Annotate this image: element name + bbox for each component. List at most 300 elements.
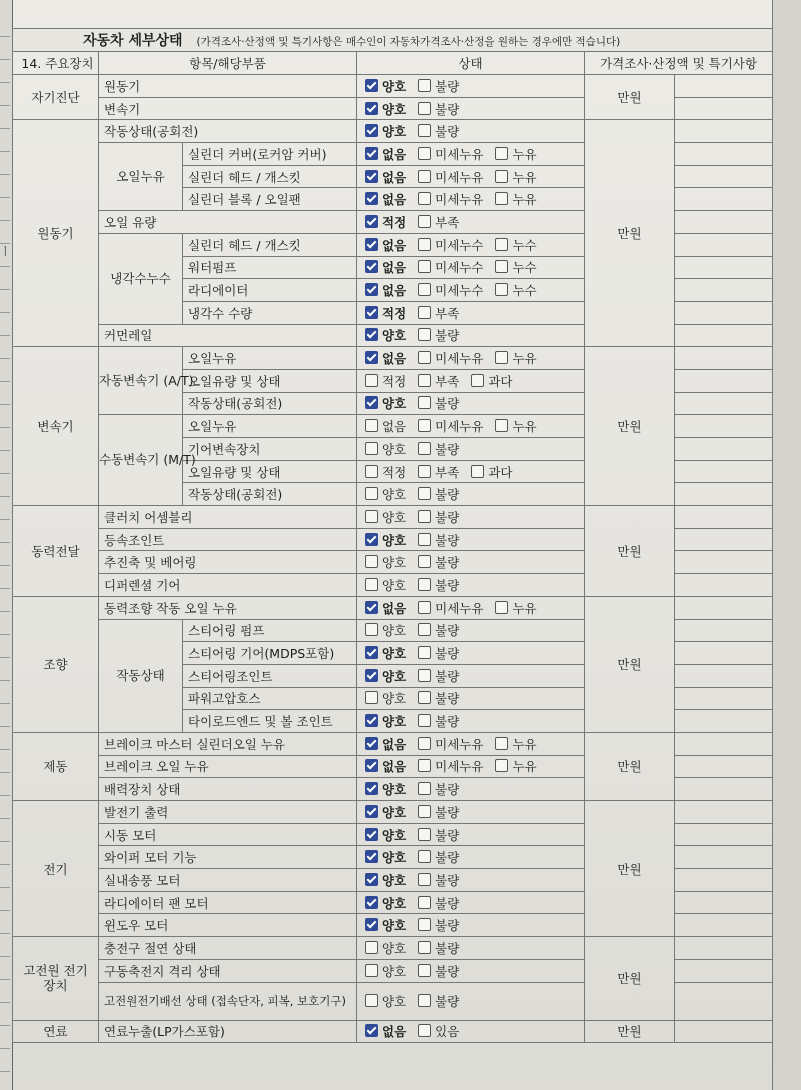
checkbox-icon[interactable] [418, 533, 431, 546]
remark-cell[interactable] [675, 324, 773, 347]
checked-checkbox-icon[interactable] [365, 283, 378, 296]
checkbox-icon[interactable] [365, 419, 378, 432]
status-option[interactable] [418, 992, 459, 1010]
remark-cell[interactable] [675, 369, 773, 392]
status-option[interactable] [418, 145, 483, 163]
option-label: 누유 [512, 351, 537, 367]
status-option[interactable] [365, 236, 406, 254]
status-option[interactable] [365, 826, 406, 844]
category-cell [13, 596, 99, 732]
remark-cell[interactable] [675, 97, 773, 120]
status-cell [357, 120, 585, 143]
checkbox-icon[interactable] [418, 555, 431, 568]
status-option[interactable] [418, 236, 483, 254]
status-option[interactable] [418, 417, 483, 435]
status-option[interactable] [365, 735, 406, 753]
remark-cell[interactable] [675, 823, 773, 846]
checked-checkbox-icon[interactable] [365, 102, 378, 115]
checkbox-icon[interactable] [365, 510, 378, 523]
category-label: 변속기 [37, 419, 74, 435]
status-option[interactable] [418, 349, 483, 367]
checkbox-icon[interactable] [418, 351, 431, 364]
status-option[interactable] [365, 848, 406, 866]
checked-checkbox-icon[interactable] [365, 351, 378, 364]
item-label: 배력장치 상태 [104, 782, 181, 798]
remark-cell[interactable] [675, 1020, 773, 1043]
status-option[interactable] [418, 553, 459, 571]
status-option[interactable] [418, 168, 483, 186]
remark-cell[interactable] [675, 846, 773, 869]
option-label: 미세누유 [435, 351, 484, 367]
checked-checkbox-icon[interactable] [365, 896, 378, 909]
status-option[interactable] [418, 394, 459, 412]
remark-cell[interactable] [675, 279, 773, 302]
status-option[interactable] [418, 485, 459, 503]
checkbox-icon[interactable] [418, 419, 431, 432]
checkbox-icon[interactable] [418, 873, 431, 886]
remark-cell[interactable] [675, 301, 773, 324]
remark-cell[interactable] [675, 914, 773, 937]
item-label: 파워고압호스 [188, 691, 261, 707]
checkbox-icon[interactable] [418, 805, 431, 818]
price-cell[interactable] [585, 506, 675, 597]
status-option[interactable] [365, 780, 406, 798]
status-option[interactable] [418, 190, 483, 208]
checkbox-icon[interactable] [418, 306, 431, 319]
status-cell [357, 528, 585, 551]
status-option[interactable] [418, 894, 459, 912]
checked-checkbox-icon[interactable] [365, 805, 378, 818]
option-label: 누유 [512, 759, 537, 775]
item-label: 오일누유 [188, 419, 237, 435]
checked-checkbox-icon[interactable] [365, 215, 378, 228]
status-option[interactable] [495, 168, 536, 186]
status-option[interactable] [365, 621, 406, 639]
remark-cell[interactable] [675, 165, 773, 188]
checkbox-icon[interactable] [418, 465, 431, 478]
status-option[interactable] [365, 485, 406, 503]
category-cell [13, 937, 99, 1020]
option-label: 누유 [512, 192, 537, 208]
checked-checkbox-icon[interactable] [365, 79, 378, 92]
checkbox-icon[interactable] [418, 170, 431, 183]
checkbox-icon[interactable] [471, 374, 484, 387]
checkbox-icon[interactable] [418, 442, 431, 455]
checkbox-icon[interactable] [418, 238, 431, 251]
checkbox-icon[interactable] [418, 669, 431, 682]
item-cell [99, 846, 357, 869]
checkbox-icon[interactable] [418, 941, 431, 954]
checkbox-icon[interactable] [418, 260, 431, 273]
checked-checkbox-icon[interactable] [365, 1024, 378, 1037]
status-cell [357, 279, 585, 302]
checkbox-icon[interactable] [418, 964, 431, 977]
item-cell [183, 710, 357, 733]
status-option[interactable] [418, 122, 459, 140]
checkbox-icon[interactable] [418, 646, 431, 659]
checkbox-icon[interactable] [418, 782, 431, 795]
item-label: 구동축전지 격리 상태 [104, 963, 221, 979]
status-option[interactable] [418, 735, 483, 753]
status-option[interactable] [495, 599, 536, 617]
status-option[interactable] [418, 689, 459, 707]
status-option[interactable] [495, 349, 536, 367]
checkbox-icon[interactable] [418, 374, 431, 387]
checkbox-icon[interactable] [418, 601, 431, 614]
checked-checkbox-icon[interactable] [365, 646, 378, 659]
status-option[interactable] [365, 372, 406, 390]
item-cell [99, 937, 357, 960]
checkbox-icon[interactable] [365, 578, 378, 591]
remark-cell[interactable] [675, 755, 773, 778]
remark-cell[interactable] [675, 664, 773, 687]
status-option[interactable] [365, 122, 406, 140]
price-cell[interactable] [585, 732, 675, 800]
status-option[interactable] [365, 644, 406, 662]
status-option[interactable] [418, 326, 459, 344]
checkbox-icon[interactable] [471, 465, 484, 478]
checked-checkbox-icon[interactable] [365, 601, 378, 614]
remark-cell[interactable] [675, 596, 773, 619]
status-cell [357, 982, 585, 1020]
status-option[interactable] [418, 1022, 459, 1040]
remark-cell[interactable] [675, 891, 773, 914]
checkbox-icon[interactable] [365, 465, 378, 478]
status-option[interactable] [365, 599, 406, 617]
status-option[interactable] [418, 100, 459, 118]
remark-cell[interactable] [675, 506, 773, 529]
status-option[interactable] [418, 77, 459, 95]
status-option[interactable] [365, 689, 406, 707]
status-option[interactable] [495, 236, 536, 254]
status-option[interactable] [365, 417, 406, 435]
subgroup-label: 수동변속기 (M/T) [99, 452, 196, 468]
status-option[interactable] [365, 712, 406, 730]
checkbox-icon[interactable] [495, 601, 508, 614]
checkbox-icon[interactable] [365, 487, 378, 500]
checked-checkbox-icon[interactable] [365, 669, 378, 682]
remark-cell[interactable] [675, 211, 773, 234]
status-cell [357, 143, 585, 166]
checkbox-icon[interactable] [418, 510, 431, 523]
status-option[interactable] [495, 281, 536, 299]
remark-cell[interactable] [675, 551, 773, 574]
price-unit: 만원 [617, 419, 642, 435]
remark-cell[interactable] [675, 687, 773, 710]
status-option[interactable] [365, 100, 406, 118]
status-cell [357, 165, 585, 188]
item-label: 오일 유량 [104, 214, 157, 230]
remark-cell[interactable] [675, 982, 773, 1020]
checkbox-icon[interactable] [365, 442, 378, 455]
checkbox-icon[interactable] [418, 328, 431, 341]
status-option[interactable] [471, 463, 512, 481]
checkbox-icon[interactable] [418, 124, 431, 137]
checkbox-icon[interactable] [418, 1024, 431, 1037]
checkbox-icon[interactable] [418, 215, 431, 228]
status-option[interactable] [418, 826, 459, 844]
remark-cell[interactable] [675, 959, 773, 982]
remark-cell[interactable] [675, 347, 773, 370]
status-option[interactable] [471, 372, 512, 390]
status-option[interactable] [365, 394, 406, 412]
checked-checkbox-icon[interactable] [365, 737, 378, 750]
status-option[interactable] [418, 621, 459, 639]
checked-checkbox-icon[interactable] [365, 328, 378, 341]
status-option[interactable] [418, 939, 459, 957]
checkbox-icon[interactable] [495, 351, 508, 364]
category-label: 고전원 전기장치 [23, 963, 88, 994]
status-option[interactable] [365, 531, 406, 549]
category-label: 연료 [43, 1024, 68, 1040]
status-cell [357, 619, 585, 642]
status-option[interactable] [365, 667, 406, 685]
status-option[interactable] [365, 508, 406, 526]
checkbox-icon[interactable] [418, 896, 431, 909]
price-cell[interactable] [585, 801, 675, 937]
status-option[interactable] [365, 213, 406, 231]
vehicle-detail-status-table [12, 28, 773, 1043]
checked-checkbox-icon[interactable] [365, 238, 378, 251]
margin-rule [0, 979, 10, 980]
status-option[interactable] [365, 168, 406, 186]
item-label: 오일유량 및 상태 [188, 373, 281, 389]
option-label: 불량 [435, 555, 460, 571]
remark-cell[interactable] [675, 619, 773, 642]
status-option[interactable] [365, 992, 406, 1010]
status-option[interactable] [495, 417, 536, 435]
checked-checkbox-icon[interactable] [365, 782, 378, 795]
checkbox-icon[interactable] [418, 147, 431, 160]
option-label: 누유 [512, 146, 537, 162]
checked-checkbox-icon[interactable] [365, 714, 378, 727]
checkbox-icon[interactable] [495, 737, 508, 750]
option-label: 양호 [382, 940, 407, 956]
status-option[interactable] [418, 281, 483, 299]
checkbox-icon[interactable] [495, 170, 508, 183]
checked-checkbox-icon[interactable] [365, 873, 378, 886]
status-option[interactable] [418, 871, 459, 889]
status-option[interactable] [495, 258, 536, 276]
status-option[interactable] [495, 735, 536, 753]
remark-cell[interactable] [675, 143, 773, 166]
item-label: 실린더 블록 / 오일팬 [188, 192, 301, 208]
remark-cell[interactable] [675, 710, 773, 733]
option-label: 누수 [512, 260, 537, 276]
checkbox-icon[interactable] [418, 918, 431, 931]
margin-rule [0, 841, 10, 842]
status-option[interactable] [418, 916, 459, 934]
status-option[interactable] [418, 258, 483, 276]
remark-cell[interactable] [675, 256, 773, 279]
status-option[interactable] [365, 77, 406, 95]
item-cell [99, 506, 357, 529]
status-option[interactable] [365, 894, 406, 912]
subgroup-label: 오일누유 [116, 168, 165, 184]
checkbox-icon[interactable] [495, 260, 508, 273]
status-cell [357, 959, 585, 982]
checked-checkbox-icon[interactable] [365, 260, 378, 273]
status-option[interactable] [365, 1022, 406, 1040]
checkbox-icon[interactable] [418, 850, 431, 863]
checkbox-icon[interactable] [418, 578, 431, 591]
status-option[interactable] [418, 463, 459, 481]
checkbox-icon[interactable] [418, 759, 431, 772]
checked-checkbox-icon[interactable] [365, 147, 378, 160]
status-option[interactable] [418, 757, 483, 775]
category-label: 자기진단 [31, 90, 80, 106]
margin-rule [0, 427, 10, 428]
margin-rule [0, 1048, 10, 1049]
status-option[interactable] [365, 962, 406, 980]
remark-cell[interactable] [675, 801, 773, 824]
status-option[interactable] [365, 463, 406, 481]
item-cell [183, 438, 357, 461]
checked-checkbox-icon[interactable] [365, 850, 378, 863]
checkbox-icon[interactable] [365, 691, 378, 704]
margin-rule [0, 450, 10, 451]
status-option[interactable] [365, 326, 406, 344]
status-option[interactable] [365, 916, 406, 934]
status-option[interactable] [418, 531, 459, 549]
checkbox-icon[interactable] [418, 828, 431, 841]
remark-cell[interactable] [675, 574, 773, 597]
status-option[interactable] [495, 145, 536, 163]
checkbox-icon[interactable] [418, 283, 431, 296]
item-label: 동력조향 작동 오일 누유 [104, 600, 237, 616]
price-cell[interactable] [585, 1020, 675, 1043]
margin-rule [0, 910, 10, 911]
remark-cell[interactable] [675, 778, 773, 801]
status-option[interactable] [418, 667, 459, 685]
checkbox-icon[interactable] [418, 192, 431, 205]
item-label: 디퍼렌셜 기어 [104, 577, 181, 593]
checked-checkbox-icon[interactable] [365, 192, 378, 205]
status-option[interactable] [418, 712, 459, 730]
status-cell [357, 846, 585, 869]
checkbox-icon[interactable] [418, 102, 431, 115]
checked-checkbox-icon[interactable] [365, 533, 378, 546]
checkbox-icon[interactable] [365, 964, 378, 977]
remark-cell[interactable] [675, 188, 773, 211]
checkbox-icon[interactable] [495, 147, 508, 160]
item-label: 타이로드엔드 및 볼 조인트 [188, 714, 333, 730]
margin-rule [0, 496, 10, 497]
option-label: 누수 [512, 283, 537, 299]
checkbox-icon[interactable] [365, 623, 378, 636]
status-option[interactable] [365, 440, 406, 458]
status-option[interactable] [365, 190, 406, 208]
status-option[interactable] [418, 848, 459, 866]
checkbox-icon[interactable] [365, 941, 378, 954]
remark-cell[interactable] [675, 937, 773, 960]
checkbox-icon[interactable] [418, 714, 431, 727]
option-label: 누수 [512, 237, 537, 253]
checkbox-icon[interactable] [418, 994, 431, 1007]
price-cell[interactable] [585, 596, 675, 732]
checkbox-icon[interactable] [495, 238, 508, 251]
checkbox-icon[interactable] [418, 623, 431, 636]
price-cell[interactable] [585, 937, 675, 1020]
status-option[interactable] [365, 553, 406, 571]
remark-cell[interactable] [675, 233, 773, 256]
remark-cell[interactable] [675, 75, 773, 98]
remark-cell[interactable] [675, 869, 773, 892]
status-option[interactable] [495, 190, 536, 208]
category-cell [13, 1020, 99, 1043]
status-option[interactable] [365, 939, 406, 957]
remark-cell[interactable] [675, 438, 773, 461]
checked-checkbox-icon[interactable] [365, 828, 378, 841]
status-option[interactable] [418, 213, 459, 231]
price-cell[interactable] [585, 120, 675, 347]
status-option[interactable] [365, 576, 406, 594]
price-cell[interactable] [585, 75, 675, 120]
status-option[interactable] [365, 258, 406, 276]
checkbox-icon[interactable] [365, 555, 378, 568]
status-option[interactable] [418, 440, 459, 458]
remark-cell[interactable] [675, 460, 773, 483]
checkbox-icon[interactable] [495, 419, 508, 432]
status-option[interactable] [365, 304, 406, 322]
status-option[interactable] [495, 757, 536, 775]
checkbox-icon[interactable] [495, 283, 508, 296]
checked-checkbox-icon[interactable] [365, 306, 378, 319]
status-option[interactable] [365, 349, 406, 367]
checked-checkbox-icon[interactable] [365, 124, 378, 137]
status-option[interactable] [365, 757, 406, 775]
checked-checkbox-icon[interactable] [365, 759, 378, 772]
status-option[interactable] [418, 803, 459, 821]
checkbox-icon[interactable] [418, 79, 431, 92]
checkbox-icon[interactable] [418, 396, 431, 409]
status-cell [357, 732, 585, 755]
status-option[interactable] [418, 304, 459, 322]
remark-cell[interactable] [675, 392, 773, 415]
status-option[interactable] [418, 644, 459, 662]
remark-cell[interactable] [675, 528, 773, 551]
remark-cell[interactable] [675, 642, 773, 665]
status-option[interactable] [418, 576, 459, 594]
status-option[interactable] [365, 281, 406, 299]
remark-cell[interactable] [675, 732, 773, 755]
checkbox-icon[interactable] [495, 759, 508, 772]
status-option[interactable] [418, 372, 459, 390]
checkbox-icon[interactable] [495, 192, 508, 205]
status-option[interactable] [418, 599, 483, 617]
checkbox-icon[interactable] [418, 737, 431, 750]
checked-checkbox-icon[interactable] [365, 918, 378, 931]
table-row [13, 937, 773, 960]
checked-checkbox-icon[interactable] [365, 170, 378, 183]
checkbox-icon[interactable] [365, 994, 378, 1007]
option-label: 없음 [382, 260, 407, 276]
status-option[interactable] [365, 871, 406, 889]
checkbox-icon[interactable] [418, 691, 431, 704]
checked-checkbox-icon[interactable] [365, 396, 378, 409]
status-option[interactable] [365, 803, 406, 821]
status-option[interactable] [418, 508, 459, 526]
remark-cell[interactable] [675, 483, 773, 506]
checkbox-icon[interactable] [418, 487, 431, 500]
remark-cell[interactable] [675, 415, 773, 438]
checkbox-icon[interactable] [365, 374, 378, 387]
price-cell[interactable] [585, 347, 675, 506]
remark-cell[interactable] [675, 120, 773, 143]
status-option[interactable] [365, 145, 406, 163]
status-option[interactable] [418, 962, 459, 980]
status-option[interactable] [418, 780, 459, 798]
